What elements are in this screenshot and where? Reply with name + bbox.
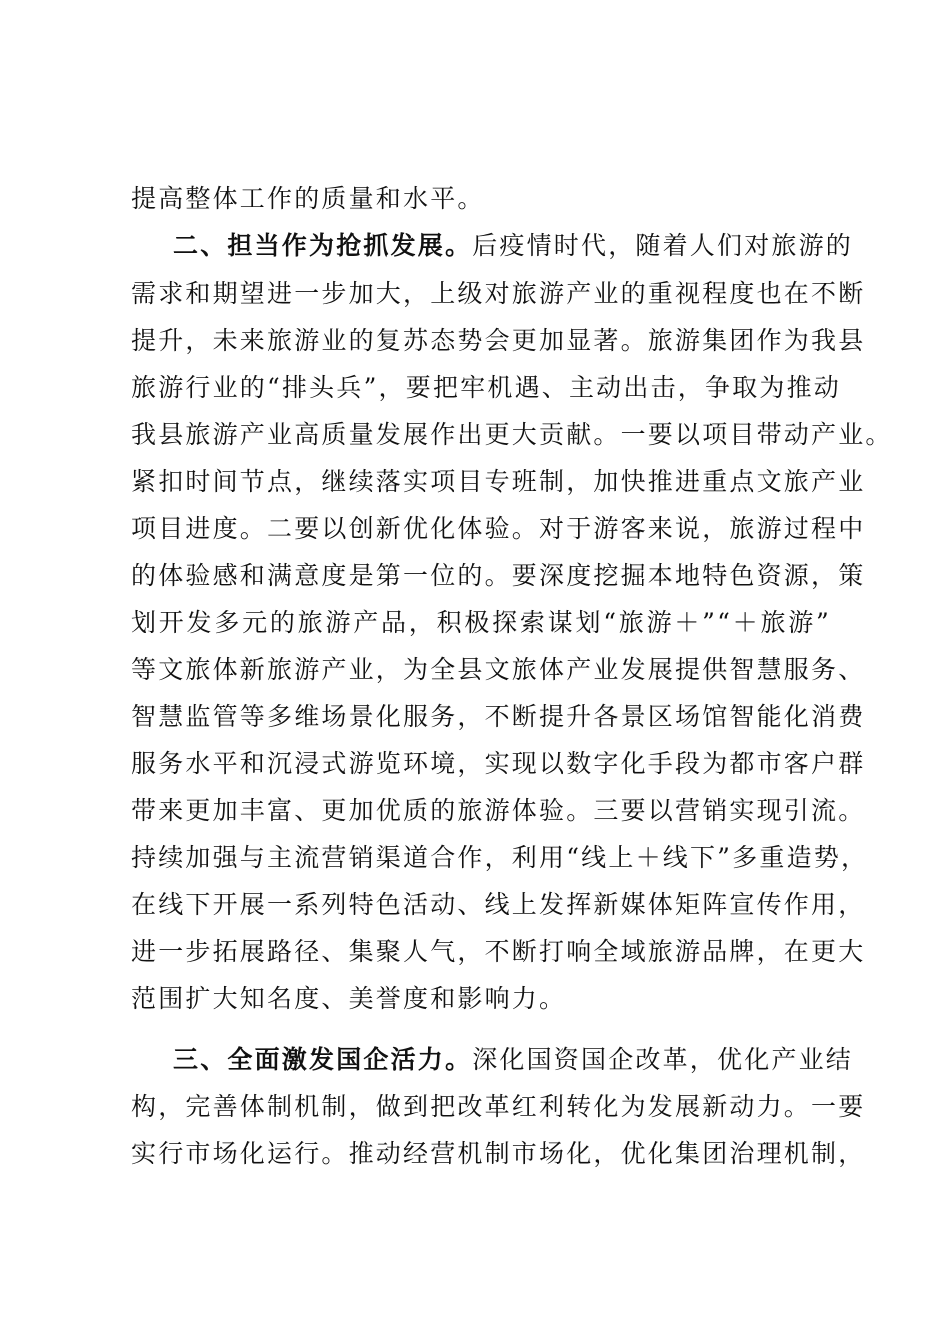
paragraph-line [131,506,866,552]
paragraph-line [131,694,866,740]
text-line: 在线下开展一系列特色活动、线上发挥新媒体矩阵宣传作用， [131,890,866,919]
paragraph-line [131,459,866,505]
text-line: 范围扩大知名度、美誉度和影响力。 [131,984,567,1013]
text-line: 的体验感和满意度是第一位的。要深度挖掘本地特色资源，策 [131,561,866,590]
text-line: 深化国资国企改革，优化产业结 [472,1045,854,1074]
text-line: 提高整体工作的质量和水平。 [131,184,485,213]
text-line: 服务水平和沉浸式游览环境，实现以数字化手段为都市客户群 [131,749,866,778]
paragraph-line [131,365,841,411]
text-line: 构，完善体制机制，做到把改革红利转化为发展新动力。一要 [131,1092,866,1121]
paragraph-line [131,882,866,928]
text-line: 等文旅体新旅游产业，为全县文旅体产业发展提供智慧服务、 [131,655,866,684]
text-line: 我县旅游产业高质量发展作出更大贡献。一要以项目带动产业。 [131,420,893,449]
text-line: 进一步拓展路径、集聚人气，不断打响全域旅游品牌，在更大 [131,937,866,966]
text-line: 实行市场化运行。推动经营机制市场化，优化集团治理机制， [131,1139,866,1168]
text-line: 带来更加丰富、更加优质的旅游体验。三要以营销实现引流。 [131,796,866,825]
section-heading: 二、担当作为抢抓发展。 [173,231,473,260]
text-line: 旅游行业的“排头兵”，要把牢机遇、主动出击，争取为推动 [131,373,841,402]
paragraph-line [131,412,893,458]
text-line: 需求和期望进一步加大，上级对旅游产业的重视程度也在不断 [131,279,866,308]
paragraph-line [131,929,866,975]
paragraph-line [131,976,831,1022]
section-heading: 三、全面激发国企活力。 [173,1045,473,1074]
paragraph-line [131,1084,866,1130]
paragraph-first-line [173,1037,854,1083]
text-line: 项目进度。二要以创新优化体验。对于游客来说，旅游过程中 [131,514,866,543]
paragraph-line [131,553,866,599]
paragraph-line [131,647,866,693]
text-line: 划开发多元的旅游产品，积极探索谋划“旅游＋”“＋旅游” [131,608,831,637]
paragraph-line [131,741,866,787]
text-line: 智慧监管等多维场景化服务，不断提升各景区场馆智能化消费 [131,702,866,731]
paragraph-line [131,318,866,364]
text-line: 后疫情时代，随着人们对旅游的 [472,231,854,260]
text-line: 紧扣时间节点，继续落实项目专班制，加快推进重点文旅产业 [131,467,866,496]
paragraph-first-line [173,223,854,269]
paragraph-line [131,600,831,646]
text-line: 提升，未来旅游业的复苏态势会更加显著。旅游集团作为我县 [131,326,866,355]
paragraph-line [131,1131,866,1177]
paragraph-line [131,271,866,317]
paragraph-line [131,835,869,881]
paragraph-line [131,788,866,834]
text-line: 持续加强与主流营销渠道合作，利用“线上＋线下”多重造势， [131,843,869,872]
paragraph-line [131,176,831,222]
